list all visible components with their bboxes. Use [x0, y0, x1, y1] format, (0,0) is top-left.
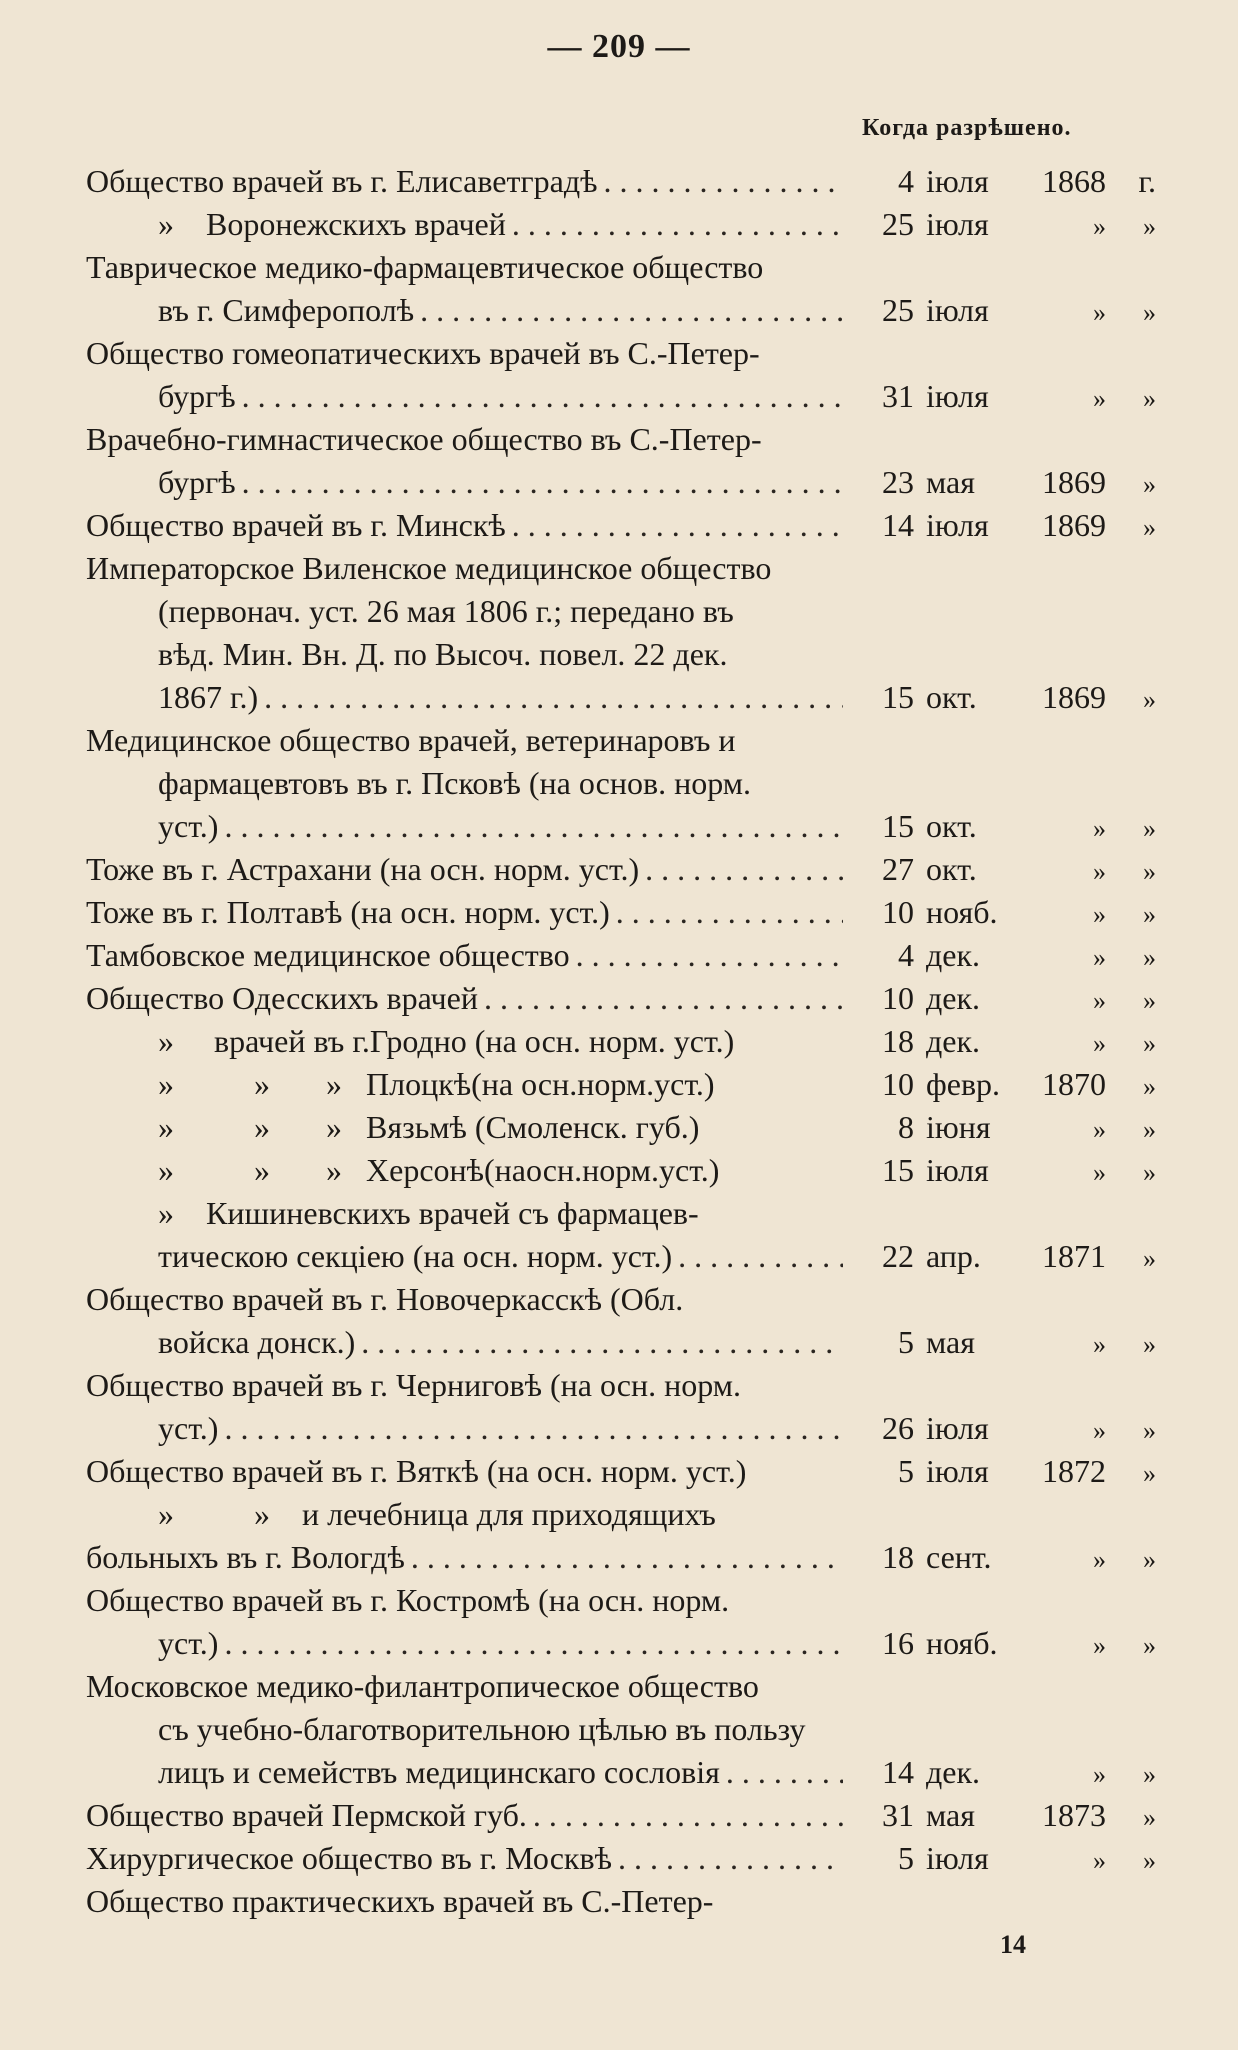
list-item — [86, 246, 1156, 332]
entry-text: Императорское Виленское медицинское общество — [86, 550, 772, 586]
entry-line — [86, 1450, 1156, 1493]
date-month: іюля — [926, 206, 989, 242]
list-item — [86, 1493, 1156, 1579]
date-day: 10 — [882, 1066, 914, 1102]
entry-text: » Воронежскихъ врачей — [158, 206, 506, 242]
entry-text: » » » Плоцкѣ(на осн.норм.уст.) — [158, 1066, 715, 1102]
date-year: » — [1093, 212, 1106, 241]
dot-leader — [355, 1321, 843, 1364]
date-day: 15 — [882, 1152, 914, 1188]
entry-text: войска донск.) — [158, 1324, 356, 1360]
date-suffix: » — [1143, 685, 1156, 714]
list-item — [86, 203, 1156, 246]
entry-text: Хирургическое общество въ г. Москвѣ — [86, 1840, 612, 1876]
entry-text: Общество врачей въ г. Вяткѣ (на осн. норм. уст.) — [86, 1453, 747, 1489]
entry-line — [86, 1708, 1156, 1751]
entry-line — [86, 848, 1156, 891]
date-month: окт. — [926, 808, 977, 844]
list-item — [86, 1192, 1156, 1278]
entry-text: бургѣ — [158, 378, 236, 414]
date-day: 10 — [882, 894, 914, 930]
list-item — [86, 332, 1156, 418]
date-suffix: г. — [1138, 163, 1156, 199]
date-suffix: » — [1143, 986, 1156, 1015]
entry-line — [86, 1493, 1156, 1536]
date-suffix: » — [1143, 1158, 1156, 1187]
entry-line — [86, 1880, 1156, 1923]
entry-line — [86, 1364, 1156, 1407]
entry-text: Общество врачей въ г. Елисаветградѣ — [86, 163, 598, 199]
date-year: 1869 — [1042, 464, 1106, 500]
date-day: 15 — [882, 808, 914, 844]
date-month: іюля — [926, 1152, 989, 1188]
entry-text: Общество гомеопатическихъ врачей въ С.-Петер- — [86, 335, 760, 371]
list-item — [86, 1880, 1156, 1923]
entry-text: Общество врачей Пермской губ. — [86, 1797, 527, 1833]
date-month: мая — [926, 1797, 975, 1833]
date-year: 1869 — [1042, 507, 1106, 543]
date-month: февр. — [926, 1066, 1001, 1102]
date-month: іюня — [926, 1109, 991, 1145]
date-month: іюля — [926, 1840, 989, 1876]
date-suffix: » — [1143, 1072, 1156, 1101]
entry-text: вѣд. Мин. Вн. Д. по Высоч. повел. 22 дек. — [158, 636, 728, 672]
dot-leader — [506, 504, 843, 547]
list-item — [86, 1106, 1156, 1149]
entry-line — [86, 1751, 1156, 1794]
date-suffix: » — [1143, 814, 1156, 843]
date-year: » — [1093, 384, 1106, 413]
list-item — [86, 977, 1156, 1020]
entry-line — [86, 1622, 1156, 1665]
date-day: 14 — [882, 1754, 914, 1790]
entry-text: въ г. Симферополѣ — [158, 292, 415, 328]
date-suffix: » — [1143, 1631, 1156, 1660]
entry-line — [86, 289, 1156, 332]
entry-line — [86, 1837, 1156, 1880]
dot-leader — [527, 1794, 843, 1837]
entry-line — [86, 332, 1156, 375]
entry-line — [86, 1149, 1156, 1192]
dot-leader — [597, 160, 843, 203]
dot-leader — [612, 1837, 843, 1880]
list-item — [86, 418, 1156, 504]
date-suffix: » — [1143, 1459, 1156, 1488]
date-day: 23 — [882, 464, 914, 500]
date-month: іюля — [926, 378, 989, 414]
list-item — [86, 1579, 1156, 1665]
list-item — [86, 1665, 1156, 1794]
date-day: 14 — [882, 507, 914, 543]
list-item — [86, 547, 1156, 719]
date-month: іюля — [926, 1410, 989, 1446]
dot-leader — [570, 934, 843, 977]
date-year: » — [1093, 943, 1106, 972]
date-month: іюля — [926, 1453, 989, 1489]
date-suffix: » — [1143, 298, 1156, 327]
entry-line — [86, 676, 1156, 719]
dot-leader — [258, 676, 843, 719]
entry-text: тическою секціею (на осн. норм. уст.) — [158, 1238, 673, 1274]
date-day: 4 — [898, 163, 914, 199]
entry-line — [86, 1321, 1156, 1364]
entry-line — [86, 504, 1156, 547]
entry-line — [86, 246, 1156, 289]
list-item — [86, 848, 1156, 891]
date-day: 22 — [882, 1238, 914, 1274]
date-year: 1870 — [1042, 1066, 1106, 1102]
date-year: » — [1093, 1631, 1106, 1660]
dot-leader — [218, 1407, 843, 1450]
dot-leader — [478, 977, 843, 1020]
dot-leader — [236, 461, 843, 504]
date-suffix: » — [1143, 212, 1156, 241]
list-item — [86, 1149, 1156, 1192]
date-month: іюля — [926, 292, 989, 328]
date-month: мая — [926, 464, 975, 500]
date-suffix: » — [1143, 857, 1156, 886]
date-day: 5 — [898, 1324, 914, 1360]
entry-text: » врачей въ г.Гродно (на осн. норм. уст.) — [158, 1023, 735, 1059]
date-month: нояб. — [926, 1625, 998, 1661]
entry-text: Медицинское общество врачей, ветеринаровъ и — [86, 722, 736, 758]
entry-line — [86, 633, 1156, 676]
dot-leader — [610, 891, 843, 934]
dot-leader — [218, 805, 843, 848]
date-year: » — [1093, 1846, 1106, 1875]
entry-line — [86, 719, 1156, 762]
date-suffix: » — [1143, 1244, 1156, 1273]
entry-line — [86, 590, 1156, 633]
entry-line — [86, 1794, 1156, 1837]
date-day: 18 — [882, 1539, 914, 1575]
entry-line — [86, 977, 1156, 1020]
date-month: сент. — [926, 1539, 992, 1575]
date-year: » — [1093, 298, 1106, 327]
entry-text: Общество практическихъ врачей въ С.-Петер- — [86, 1883, 714, 1919]
date-year: 1872 — [1042, 1453, 1106, 1489]
entry-line — [86, 934, 1156, 977]
entry-line — [86, 1536, 1156, 1579]
date-month: окт. — [926, 851, 977, 887]
entry-line — [86, 418, 1156, 461]
entry-line — [86, 1063, 1156, 1106]
list-item — [86, 1020, 1156, 1063]
entry-text: фармацевтовъ въ г. Псковѣ (на основ. норм. — [158, 765, 751, 801]
date-year: » — [1093, 1115, 1106, 1144]
date-year: 1868 — [1042, 163, 1106, 199]
list-item — [86, 1450, 1156, 1493]
entry-line — [86, 1192, 1156, 1235]
date-year: » — [1093, 814, 1106, 843]
date-suffix: » — [1143, 1330, 1156, 1359]
entry-line — [86, 1020, 1156, 1063]
date-suffix: » — [1143, 513, 1156, 542]
list-item — [86, 719, 1156, 848]
entry-text: » Кишиневскихъ врачей съ фармацев- — [158, 1195, 699, 1231]
list-item — [86, 1794, 1156, 1837]
entry-text: Таврическое медико-фармацевтическое общество — [86, 249, 764, 285]
entry-text: съ учебно-благотворительною цѣлью въ пользу — [158, 1711, 806, 1747]
date-day: 5 — [898, 1453, 914, 1489]
date-month: дек. — [926, 1023, 981, 1059]
entry-line — [86, 461, 1156, 504]
list-item — [86, 1364, 1156, 1450]
date-year: 1871 — [1042, 1238, 1106, 1274]
entry-line — [86, 891, 1156, 934]
entry-line — [86, 160, 1156, 203]
entry-line — [86, 1665, 1156, 1708]
entry-text: » » » Херсонѣ(наосн.норм.уст.) — [158, 1152, 720, 1188]
dot-leader — [218, 1622, 843, 1665]
entries-list — [86, 160, 1156, 1923]
entry-text: Тоже въ г. Полтавѣ (на осн. норм. уст.) — [86, 894, 610, 930]
date-year: » — [1093, 1029, 1106, 1058]
date-month: мая — [926, 1324, 975, 1360]
date-suffix: » — [1143, 1760, 1156, 1789]
entry-text: лицъ и семействъ медицинскаго сословія — [158, 1754, 720, 1790]
date-month: іюля — [926, 507, 989, 543]
entry-text: Общество Одесскихъ врачей — [86, 980, 478, 1016]
list-item — [86, 891, 1156, 934]
entry-text: » » и лечебница для приходящихъ — [158, 1496, 716, 1532]
dot-leader — [672, 1235, 843, 1278]
date-year: 1873 — [1042, 1797, 1106, 1833]
date-month: дек. — [926, 980, 981, 1016]
dot-leader — [236, 375, 843, 418]
entry-line — [86, 1106, 1156, 1149]
date-day: 27 — [882, 851, 914, 887]
date-day: 15 — [882, 679, 914, 715]
date-month: дек. — [926, 937, 981, 973]
date-day: 31 — [882, 1797, 914, 1833]
date-month: дек. — [926, 1754, 981, 1790]
date-year: » — [1093, 1545, 1106, 1574]
entry-text: Общество врачей въ г. Новочеркасскѣ (Обл. — [86, 1281, 684, 1317]
entry-text: 1867 г.) — [158, 679, 259, 715]
list-item — [86, 1063, 1156, 1106]
date-year: » — [1093, 986, 1106, 1015]
entry-text: » » » Вязьмѣ (Смоленск. губ.) — [158, 1109, 700, 1145]
dot-leader — [720, 1751, 843, 1794]
entry-text: Общество врачей въ г. Костромѣ (на осн. норм. — [86, 1582, 730, 1618]
date-day: 5 — [898, 1840, 914, 1876]
date-day: 26 — [882, 1410, 914, 1446]
entry-text: (первонач. уст. 26 мая 1806 г.; передано въ — [158, 593, 734, 629]
date-suffix: » — [1143, 900, 1156, 929]
date-day: 8 — [898, 1109, 914, 1145]
entry-text: Общество врачей въ г. Черниговѣ (на осн. норм. — [86, 1367, 741, 1403]
date-year: » — [1093, 1158, 1106, 1187]
dot-leader — [405, 1536, 843, 1579]
date-suffix: » — [1143, 470, 1156, 499]
date-day: 4 — [898, 937, 914, 973]
dot-leader — [506, 203, 843, 246]
entry-line — [86, 1579, 1156, 1622]
entry-text: уст.) — [158, 1625, 219, 1661]
page-number: — 209 — — [547, 28, 691, 65]
date-year: » — [1093, 900, 1106, 929]
date-year: » — [1093, 857, 1106, 886]
date-day: 31 — [882, 378, 914, 414]
date-day: 18 — [882, 1023, 914, 1059]
entry-text: Тоже въ г. Астрахани (на осн. норм. уст.) — [86, 851, 640, 887]
list-item — [86, 1837, 1156, 1880]
entry-line — [86, 1235, 1156, 1278]
date-month: окт. — [926, 679, 977, 715]
entry-line — [86, 1278, 1156, 1321]
date-month: нояб. — [926, 894, 998, 930]
signature-mark: 14 — [1000, 1930, 1026, 1959]
column-header: Когда разрѣшено. — [862, 115, 1072, 141]
list-item — [86, 504, 1156, 547]
entry-text: Московское медико-филантропическое общество — [86, 1668, 759, 1704]
dot-leader — [414, 289, 843, 332]
date-day: 16 — [882, 1625, 914, 1661]
date-suffix: » — [1143, 1545, 1156, 1574]
date-year: » — [1093, 1416, 1106, 1445]
date-year: 1869 — [1042, 679, 1106, 715]
date-suffix: » — [1143, 1029, 1156, 1058]
list-item — [86, 934, 1156, 977]
entry-text: Общество врачей въ г. Минскѣ — [86, 507, 506, 543]
date-year: » — [1093, 1330, 1106, 1359]
date-month: апр. — [926, 1238, 981, 1274]
entry-line — [86, 547, 1156, 590]
date-day: 25 — [882, 206, 914, 242]
list-item — [86, 1278, 1156, 1364]
list-item — [86, 160, 1156, 203]
entry-text: уст.) — [158, 1410, 219, 1446]
date-suffix: » — [1143, 384, 1156, 413]
date-day: 10 — [882, 980, 914, 1016]
date-suffix: » — [1143, 1846, 1156, 1875]
entry-line — [86, 375, 1156, 418]
date-month: іюля — [926, 163, 989, 199]
dot-leader — [639, 848, 843, 891]
date-suffix: » — [1143, 1416, 1156, 1445]
entry-line — [86, 762, 1156, 805]
date-suffix: » — [1143, 943, 1156, 972]
entry-text: бургѣ — [158, 464, 236, 500]
date-suffix: » — [1143, 1803, 1156, 1832]
entry-line — [86, 805, 1156, 848]
entry-line — [86, 1407, 1156, 1450]
entry-text: уст.) — [158, 808, 219, 844]
entry-text: Врачебно-гимнастическое общество въ С.-Петер- — [86, 421, 762, 457]
date-day: 25 — [882, 292, 914, 328]
date-suffix: » — [1143, 1115, 1156, 1144]
entry-text: Тамбовское медицинское общество — [86, 937, 570, 973]
entry-line — [86, 203, 1156, 246]
entry-text: больныхъ въ г. Вологдѣ — [86, 1539, 405, 1575]
date-year: » — [1093, 1760, 1106, 1789]
